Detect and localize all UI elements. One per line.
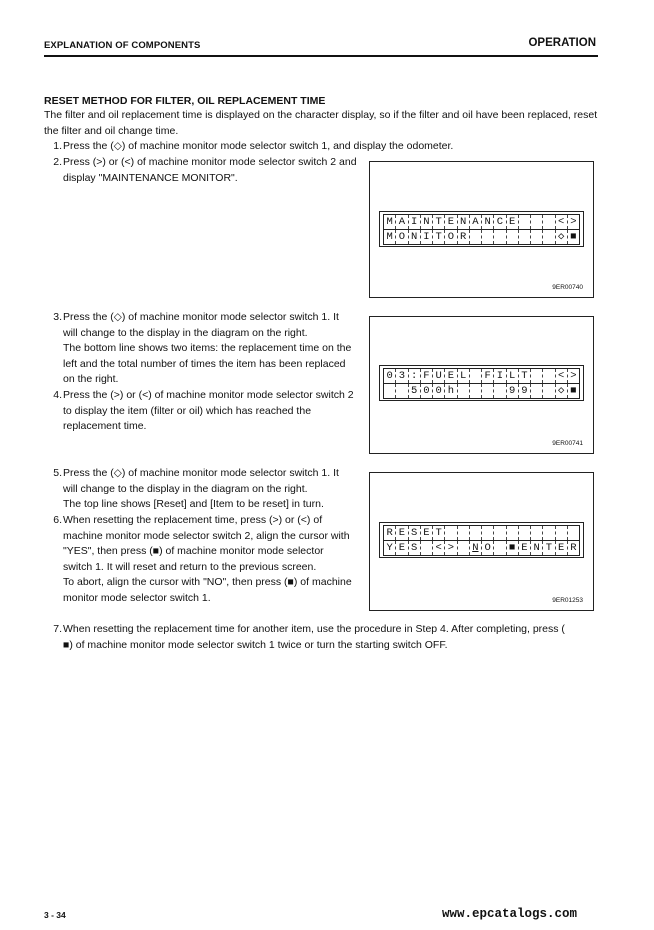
character-display [379, 211, 584, 247]
display-char-cell: Y [384, 541, 396, 555]
display-char-cell: A [396, 215, 408, 229]
display-char-cell [543, 215, 555, 229]
display-char-cell: 5 [409, 384, 421, 398]
display-char-cell: L [458, 369, 470, 383]
display-char-cell: 3 [396, 369, 408, 383]
display-char-cell: < [433, 541, 445, 555]
figure-code: 9ER00741 [552, 440, 583, 447]
display-char-cell: E [421, 526, 433, 540]
intro-paragraph: The filter and oil replacement time is displayed on the character display, so if the filter and oil have been replaced, reset the filter and oil change time. [44, 109, 598, 137]
step-number: 1. [53, 140, 62, 152]
display-char-cell: T [433, 526, 445, 540]
display-char-cell: > [570, 370, 577, 382]
step-line: machine monitor mode selector switch 2, align the cursor with [63, 529, 350, 542]
display-char-cell [531, 230, 543, 244]
header-chapter-title: OPERATION [528, 37, 596, 49]
display-char-cell [543, 526, 555, 540]
section-heading: RESET METHOD FOR FILTER, OIL REPLACEMENT TIME [44, 95, 326, 107]
display-char-cell: E [396, 526, 408, 540]
display-char-cell: 0 [433, 384, 445, 398]
display-char-cell [556, 526, 568, 540]
display-char-cell [494, 526, 506, 540]
display-row-1 [383, 214, 580, 230]
display-char-cell: h [445, 384, 457, 398]
display-char-cell [531, 526, 543, 540]
display-char-cell: E [507, 215, 519, 229]
display-char-cell [519, 230, 531, 244]
display-char-cell: 0 [421, 384, 433, 398]
display-char-cell [470, 230, 482, 244]
display-char-cell: ■ [507, 541, 519, 555]
display-char-cell [421, 541, 433, 555]
display-char-cell [482, 526, 494, 540]
display-char-cell [531, 384, 543, 398]
step-number: 7. [53, 623, 62, 635]
step-line: ■) of machine monitor mode selector switch 1 twice or turn the starting switch OFF. [63, 638, 448, 651]
display-char-cell: ■ [570, 231, 577, 243]
step-line: Press the (>) or (<) of machine monitor mode selector switch 2 [63, 389, 354, 401]
display-char-cell [470, 369, 482, 383]
display-char-cell: ■ [570, 385, 577, 397]
display-row-1 [383, 525, 580, 541]
display-char-cell: R [570, 542, 577, 554]
step-line: To abort, align the cursor with "NO", then press (■) of machine [63, 576, 352, 589]
display-row-2 [383, 383, 580, 399]
character-display [379, 365, 584, 401]
display-char-cell: U [433, 369, 445, 383]
display-char-cell: T [433, 230, 445, 244]
display-char-cell: O [482, 541, 494, 555]
display-char-cell: O [396, 230, 408, 244]
display-char-cell: C [494, 215, 506, 229]
display-char-cell: M [384, 230, 396, 244]
display-char-cell: I [409, 215, 421, 229]
step-line: display "MAINTENANCE MONITOR". [63, 171, 238, 184]
step-text: Press the (◇) of machine monitor mode selector switch 1, and display the odometer. [63, 140, 454, 152]
display-char-cell [384, 384, 396, 398]
display-char-cell [458, 541, 470, 555]
step-line: Press the (◇) of machine monitor mode selector switch 1. It [63, 311, 339, 323]
display-char-cell: M [384, 215, 396, 229]
header-section-title: EXPLANATION OF COMPONENTS [44, 40, 201, 51]
step-line: "YES", then press (■) of machine monitor mode selector [63, 545, 324, 558]
step-number: 3. [53, 311, 62, 323]
display-char-cell: E [519, 541, 531, 555]
page-number: 3 - 34 [44, 910, 66, 920]
display-char-cell: N [470, 541, 482, 555]
display-char-cell: N [421, 215, 433, 229]
display-char-cell: S [409, 541, 421, 555]
display-char-cell: ◇ [556, 230, 568, 244]
step-line: The bottom line shows two items: the replacement time on the [63, 342, 352, 355]
display-char-cell: 9 [507, 384, 519, 398]
display-char-cell [543, 369, 555, 383]
display-char-cell: ◇ [556, 384, 568, 398]
step-line: on the right. [63, 373, 119, 386]
step-line: Press the (◇) of machine monitor mode selector switch 1. It [63, 467, 339, 479]
display-char-cell [458, 526, 470, 540]
display-char-cell: < [556, 369, 568, 383]
figure-code: 9ER00740 [552, 284, 583, 291]
step-number: 4. [53, 389, 62, 401]
display-char-cell: T [519, 369, 531, 383]
display-char-cell: < [556, 215, 568, 229]
display-char-cell: : [409, 369, 421, 383]
display-char-cell: E [445, 369, 457, 383]
display-char-cell: > [445, 541, 457, 555]
header-divider [44, 55, 598, 57]
display-char-cell: O [445, 230, 457, 244]
display-char-cell: T [433, 215, 445, 229]
step-line: When resetting the replacement time, press (>) or (<) of [63, 514, 323, 526]
display-char-cell [494, 541, 506, 555]
step-line: replacement time. [63, 420, 147, 433]
step-line: switch 1. It will reset and return to the previous screen. [63, 560, 317, 573]
display-char-cell [445, 526, 457, 540]
character-display [379, 522, 584, 558]
figure-fuel-filter [369, 316, 594, 454]
display-char-cell: I [494, 369, 506, 383]
display-char-cell: E [445, 215, 457, 229]
display-char-cell: E [396, 541, 408, 555]
display-char-cell [482, 230, 494, 244]
display-char-cell [507, 526, 519, 540]
display-char-cell [494, 230, 506, 244]
display-char-cell [470, 384, 482, 398]
step-line: to display the item (filter or oil) which has reached the [63, 404, 312, 417]
display-char-cell [543, 384, 555, 398]
display-char-cell [519, 526, 531, 540]
display-row-2 [383, 229, 580, 245]
display-char-cell [494, 384, 506, 398]
display-row-1 [383, 368, 580, 384]
display-char-cell [458, 384, 470, 398]
display-char-cell [531, 215, 543, 229]
display-char-cell: S [409, 526, 421, 540]
figure-code: 9ER01253 [552, 597, 583, 604]
step-line: monitor mode selector switch 1. [63, 591, 211, 604]
display-char-cell [482, 384, 494, 398]
step-number: 5. [53, 467, 62, 479]
display-char-cell: T [543, 541, 555, 555]
display-char-cell [470, 526, 482, 540]
figure-maintenance-monitor [369, 161, 594, 298]
step-line: will change to the display in the diagram on the right. [63, 326, 308, 339]
display-char-cell: N [531, 541, 543, 555]
display-char-cell: A [470, 215, 482, 229]
display-char-cell [543, 230, 555, 244]
display-char-cell [519, 215, 531, 229]
display-char-cell: N [409, 230, 421, 244]
display-char-cell [568, 526, 579, 540]
display-char-cell [396, 384, 408, 398]
display-char-cell: R [384, 526, 396, 540]
step-number: 2. [53, 156, 62, 168]
display-char-cell: L [507, 369, 519, 383]
display-char-cell: F [482, 369, 494, 383]
step-line: When resetting the replacement time for another item, use the procedure in Step 4. After completing, press ( [63, 623, 565, 635]
display-char-cell: 0 [384, 369, 396, 383]
step-line: The top line shows [Reset] and [Item to be reset] in turn. [63, 498, 324, 511]
display-char-cell: > [570, 216, 577, 228]
display-char-cell: R [458, 230, 470, 244]
display-char-cell [531, 369, 543, 383]
step-line: Press (>) or (<) of machine monitor mode selector switch 2 and [63, 156, 357, 168]
step-line: left and the total number of times the item has been replaced [63, 357, 346, 370]
display-char-cell: F [421, 369, 433, 383]
display-char-cell: 9 [519, 384, 531, 398]
display-char-cell: N [482, 215, 494, 229]
display-char-cell: E [556, 541, 568, 555]
display-char-cell: N [458, 215, 470, 229]
step-number: 6. [53, 514, 62, 526]
display-row-2 [383, 540, 580, 556]
step-line: will change to the display in the diagram on the right. [63, 482, 308, 495]
display-char-cell [507, 230, 519, 244]
footer-url: www.epcatalogs.com [442, 907, 578, 921]
display-char-cell: I [421, 230, 433, 244]
figure-reset [369, 472, 594, 611]
